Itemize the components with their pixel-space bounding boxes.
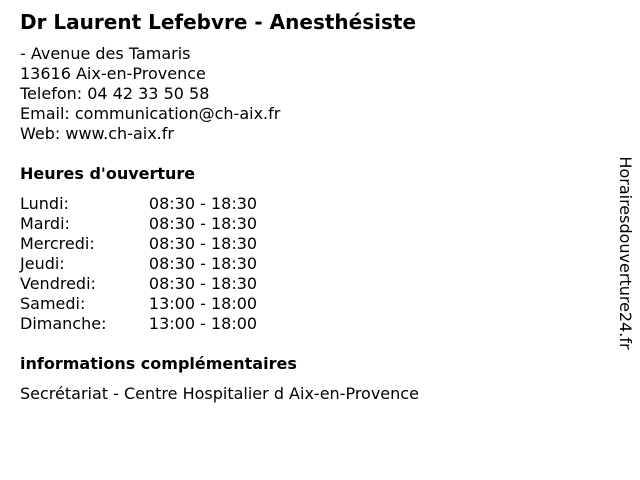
time-range: 08:30 - 18:30 bbox=[148, 274, 258, 293]
city-postal-code: 13616 Aix-en-Provence bbox=[20, 64, 206, 83]
phone-number: Telefon: 04 42 33 50 58 bbox=[20, 84, 210, 103]
hours-row-friday bbox=[20, 274, 268, 294]
hours-row-saturday bbox=[20, 294, 268, 314]
hours-row-wednesday bbox=[20, 234, 268, 254]
day-label: Lundi: bbox=[20, 194, 69, 213]
hours-row-tuesday bbox=[20, 214, 268, 234]
time-range: 08:30 - 18:30 bbox=[148, 234, 258, 253]
address-block bbox=[20, 44, 280, 144]
hours-row-thursday bbox=[20, 254, 268, 274]
day-label: Mercredi: bbox=[20, 234, 95, 253]
website: Web: www.ch-aix.fr bbox=[20, 124, 174, 143]
time-range: 08:30 - 18:30 bbox=[148, 214, 258, 233]
hours-row-sunday bbox=[20, 314, 268, 334]
day-label: Mardi: bbox=[20, 214, 70, 233]
opening-hours-table bbox=[20, 194, 268, 334]
day-label: Jeudi: bbox=[20, 254, 65, 273]
time-range: 13:00 - 18:00 bbox=[148, 314, 258, 333]
day-label: Vendredi: bbox=[20, 274, 96, 293]
page-title: Dr Laurent Lefebvre - Anesthésiste bbox=[20, 10, 417, 34]
street-address: - Avenue des Tamaris bbox=[20, 44, 191, 63]
email-address: Email: communication@ch-aix.fr bbox=[20, 104, 281, 123]
watermark: Horairesdouverture24.fr bbox=[616, 156, 635, 350]
day-label: Samedi: bbox=[20, 294, 86, 313]
time-range: 13:00 - 18:00 bbox=[148, 294, 258, 313]
day-label: Dimanche: bbox=[20, 314, 107, 333]
additional-info-heading: informations complémentaires bbox=[20, 354, 297, 373]
hours-row-monday bbox=[20, 194, 268, 214]
additional-info-text: Secrétariat - Centre Hospitalier d Aix-en-Provence bbox=[20, 384, 419, 403]
time-range: 08:30 - 18:30 bbox=[148, 194, 258, 213]
opening-hours-heading: Heures d'ouverture bbox=[20, 164, 196, 183]
time-range: 08:30 - 18:30 bbox=[148, 254, 258, 273]
